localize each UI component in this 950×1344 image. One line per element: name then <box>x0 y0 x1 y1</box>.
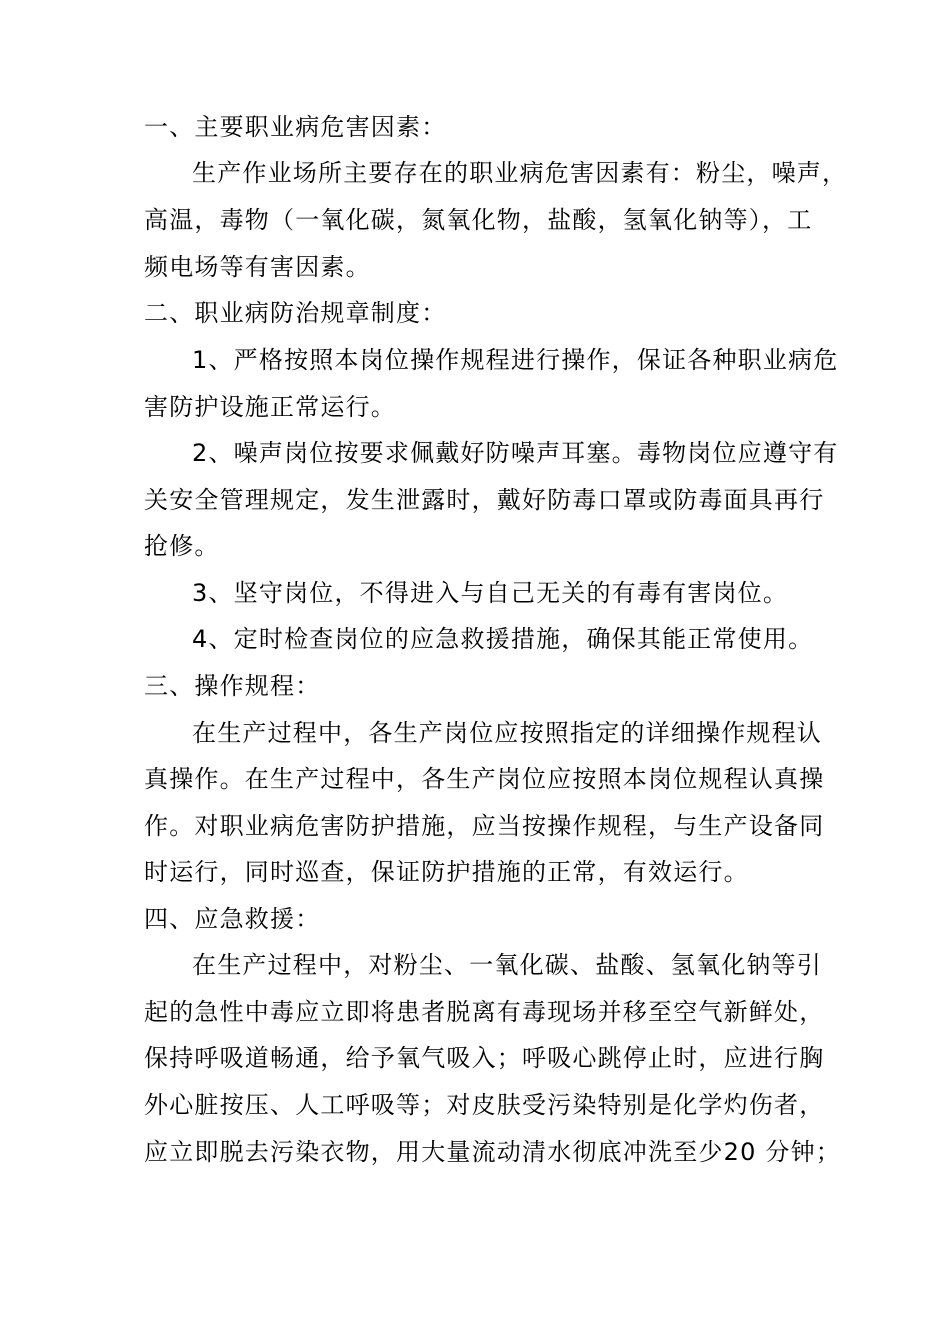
paragraph-line: 频电场等有害因素。 <box>144 253 371 281</box>
list-item-line: 害防护设施正常运行。 <box>144 393 396 421</box>
section-heading-2: 二、职业病防治规章制度： <box>144 299 447 327</box>
paragraph-line: 应立即脱去污染衣物，用大量流动清水彻底冲洗至少20 分钟； <box>144 1138 841 1166</box>
list-item-line: 4、定时检查岗位的应急救援措施，确保其能正常使用。 <box>192 625 814 653</box>
paragraph-line: 生产作业场所主要存在的职业病危害因素有：粉尘，噪声， <box>192 159 848 187</box>
paragraph-line: 在生产过程中，对粉尘、一氧化碳、盐酸、氢氧化钠等引 <box>192 951 822 979</box>
list-item-line: 1、严格按照本岗位操作规程进行操作，保证各种职业病危 <box>192 346 839 374</box>
paragraph-line: 真操作。在生产过程中，各生产岗位应按照本岗位规程认真操 <box>144 765 825 793</box>
paragraph-line: 保持呼吸道畅通，给予氧气吸入；呼吸心跳停止时，应进行胸 <box>144 1044 825 1072</box>
section-heading-3: 三、操作规程： <box>144 672 321 700</box>
section-heading-1: 一、主要职业病危害因素： <box>144 113 447 141</box>
paragraph-line: 起的急性中毒应立即将患者脱离有毒现场并移至空气新鲜处， <box>144 998 825 1026</box>
list-item-line: 关安全管理规定，发生泄露时，戴好防毒口罩或防毒面具再行 <box>144 486 825 514</box>
list-item-line: 2、噪声岗位按要求佩戴好防噪声耳塞。毒物岗位应遵守有 <box>192 439 839 467</box>
paragraph-line: 作。对职业病危害防护措施，应当按操作规程，与生产设备同 <box>144 812 825 840</box>
list-item-line: 抢修。 <box>144 532 220 560</box>
paragraph-line: 时运行，同时巡查，保证防护措施的正常，有效运行。 <box>144 858 749 886</box>
section-heading-4: 四、应急救援： <box>144 905 321 933</box>
list-item-line: 3、坚守岗位，不得进入与自己无关的有毒有害岗位。 <box>192 579 789 607</box>
paragraph-line: 高温，毒物（一氧化碳，氮氧化物，盐酸，氢氧化钠等），工 <box>144 206 813 234</box>
paragraph-line: 在生产过程中，各生产岗位应按照指定的详细操作规程认 <box>192 719 822 747</box>
paragraph-line: 外心脏按压、人工呼吸等；对皮肤受污染特别是化学灼伤者， <box>144 1091 825 1119</box>
